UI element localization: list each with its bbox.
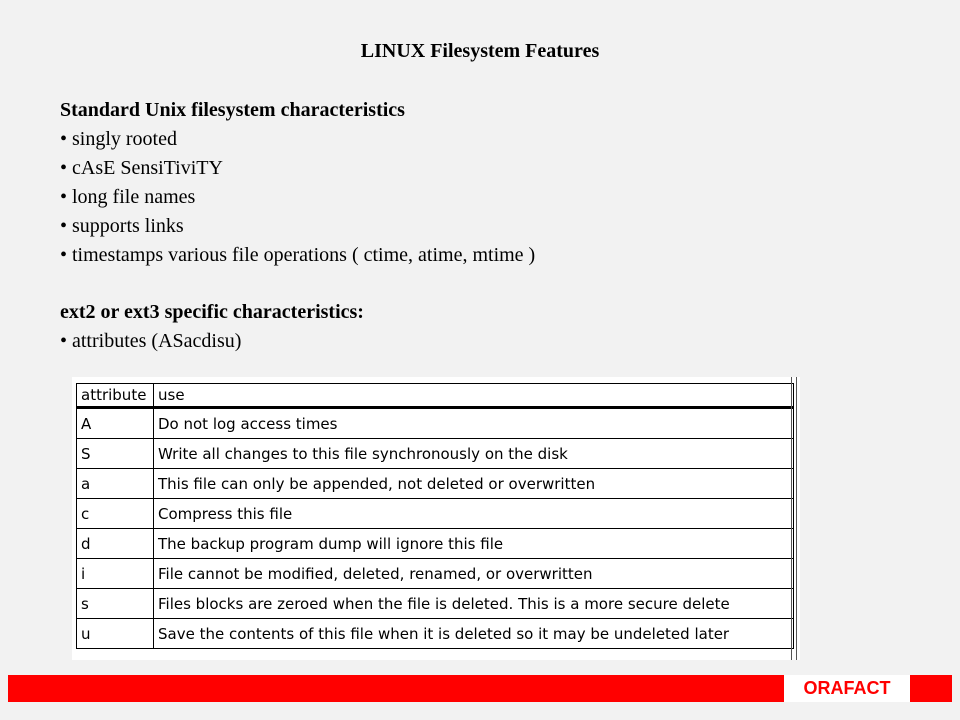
attribute-cell: c: [77, 499, 154, 529]
attribute-cell: S: [77, 439, 154, 469]
attribute-cell: u: [77, 619, 154, 649]
standard-item: • long file names: [60, 186, 196, 208]
table-row: [77, 439, 794, 469]
header-attribute: attribute: [77, 384, 154, 408]
table-row: [77, 589, 794, 619]
table-row: [77, 529, 794, 559]
standard-item: • cAsE SensiTiviTY: [60, 157, 223, 179]
table-row: [77, 469, 794, 499]
use-cell: This file can only be appended, not deleted or overwritten: [154, 469, 794, 499]
attribute-cell: a: [77, 469, 154, 499]
use-cell: The backup program dump will ignore this file: [154, 529, 794, 559]
use-cell: Save the contents of this file when it is deleted so it may be undeleted later: [154, 619, 794, 649]
ext-heading: ext2 or ext3 specific characteristics:: [60, 301, 364, 323]
use-cell: Files blocks are zeroed when the file is deleted. This is a more secure delete: [154, 589, 794, 619]
ext-item: • attributes (ASacdisu): [60, 330, 242, 352]
table-header-row: [77, 384, 794, 408]
standard-item: • singly rooted: [60, 128, 177, 150]
standard-item: • timestamps various file operations ( ctime, atime, mtime ): [60, 244, 536, 266]
attribute-cell: i: [77, 559, 154, 589]
header-use: use: [154, 384, 794, 408]
table-row: [77, 559, 794, 589]
use-cell: Do not log access times: [154, 408, 794, 439]
table-row: [77, 619, 794, 649]
use-cell: Write all changes to this file synchronously on the disk: [154, 439, 794, 469]
footer-brand: ORAFACT: [784, 675, 910, 702]
scan-edge-line: [796, 377, 797, 660]
standard-heading: Standard Unix filesystem characteristics: [60, 99, 405, 121]
attribute-table-image: [72, 377, 800, 660]
page-title: LINUX Filesystem Features: [360, 40, 600, 62]
attribute-cell: A: [77, 408, 154, 439]
table-row: [77, 408, 794, 439]
use-cell: Compress this file: [154, 499, 794, 529]
scan-edge-line: [791, 377, 792, 660]
attribute-table: [76, 383, 794, 649]
use-cell: File cannot be modified, deleted, renamed, or overwritten: [154, 559, 794, 589]
table-row: [77, 499, 794, 529]
attribute-cell: d: [77, 529, 154, 559]
attribute-cell: s: [77, 589, 154, 619]
standard-item: • supports links: [60, 215, 184, 237]
